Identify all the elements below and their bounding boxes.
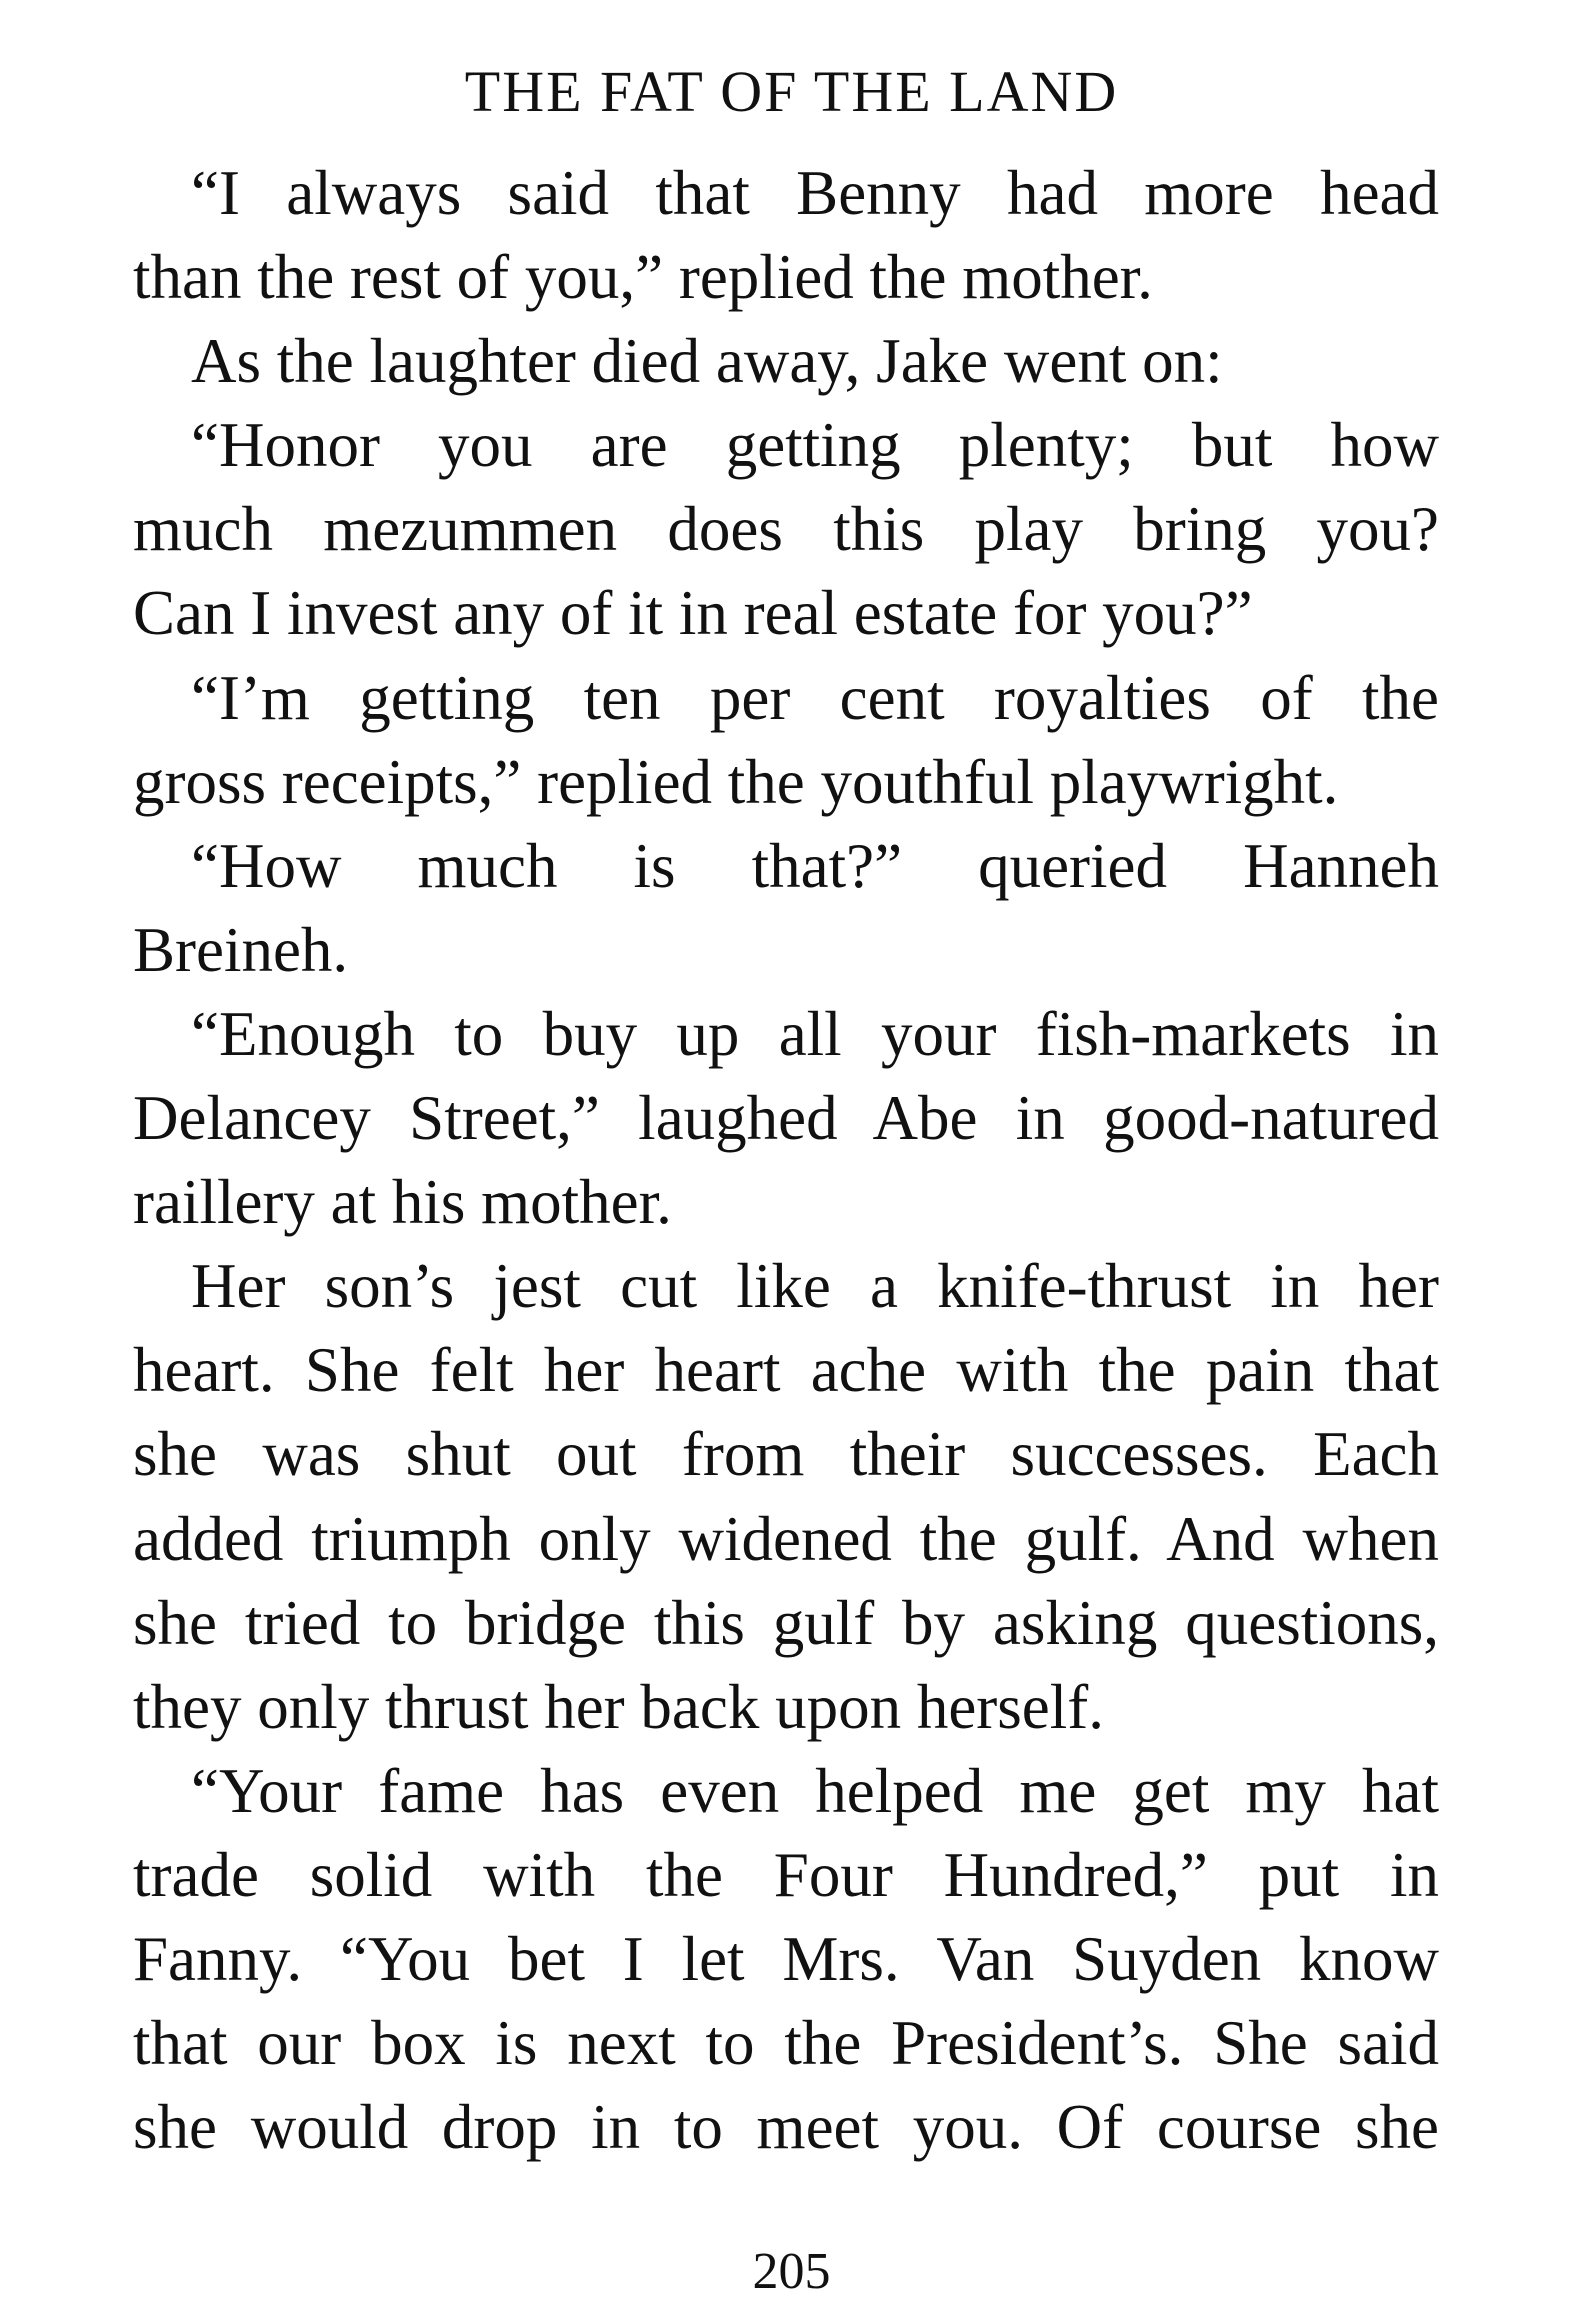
text-line: trade solid with the Four Hundred,” put in [133, 1839, 1439, 1910]
text-line: Fanny. “You bet I let Mrs. Van Suyden know [133, 1923, 1439, 1994]
text-line: than the rest of you,” replied the mother. [133, 242, 1153, 313]
body-text [133, 151, 1439, 2169]
text-line: that our box is next to the President’s. She said [133, 2008, 1439, 2079]
text-line: “How much is that?” queried Hanneh [191, 830, 1439, 901]
text-line: she was shut out from their successes. Each [133, 1419, 1439, 1490]
text-line: much mezummen does this play bring you? [133, 494, 1439, 565]
text-line: Can I invest any of it in real estate for you?” [133, 578, 1253, 649]
running-head: THE FAT OF THE LAND [464, 59, 1119, 124]
text-line: “Honor you are getting plenty; but how [191, 410, 1439, 481]
text-line: As the laughter died away, Jake went on: [191, 326, 1223, 397]
text-line: heart. She felt her heart ache with the pain that [133, 1335, 1439, 1406]
text-line: raillery at his mother. [133, 1167, 672, 1238]
text-line: “Enough to buy up all your fish-markets in [191, 998, 1439, 1069]
text-line: added triumph only widened the gulf. And when [133, 1503, 1439, 1574]
text-line: “I’m getting ten per cent royalties of the [191, 662, 1439, 733]
text-line: she would drop in to meet you. Of course she [133, 2092, 1439, 2163]
text-line: Breineh. [133, 914, 349, 985]
text-line: she tried to bridge this gulf by asking questions, [133, 1587, 1439, 1658]
text-line: Delancey Street,” laughed Abe in good-natured [133, 1083, 1439, 1154]
text-line: gross receipts,” replied the youthful playwright. [133, 746, 1339, 817]
text-line: “I always said that Benny had more head [191, 158, 1439, 228]
text-line: “Your fame has even helped me get my hat [191, 1755, 1439, 1826]
page-number: 205 [752, 2243, 831, 2300]
text-line: Her son’s jest cut like a knife-thrust in her [191, 1251, 1439, 1322]
text-line: they only thrust her back upon herself. [133, 1671, 1104, 1742]
